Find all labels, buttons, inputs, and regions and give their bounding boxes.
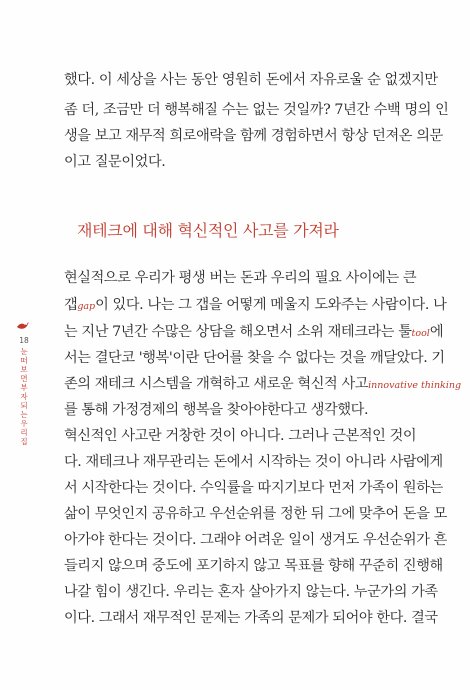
section-heading: 재테크에 대해 혁신적인 사고를 가져라 bbox=[77, 221, 339, 240]
body-line: 현실적으로 우리가 평생 버는 돈과 우리의 필요 사이에는 큰 bbox=[64, 270, 417, 286]
body-line bbox=[64, 322, 444, 344]
body-line bbox=[64, 295, 447, 317]
body-line: 를 통해 가정경제의 행복을 찾아야한다고 생각했다. bbox=[64, 402, 369, 418]
body-text: 갭 bbox=[64, 297, 78, 313]
body-text: 에 bbox=[429, 324, 444, 340]
body-text: 이 있다. 나는 그 갭을 어떻게 메울지 도와주는 사람이다. 나 bbox=[95, 297, 447, 313]
body-line: 생을 보고 재무적 희로애락을 함께 경험하면서 항상 던져온 의문 bbox=[64, 128, 443, 144]
body-line: 좀 더, 조금만 더 행복해질 수는 없는 것일까? 7년간 수백 명의 인 bbox=[64, 102, 449, 118]
english-gloss: gap bbox=[77, 301, 96, 312]
body-line: 했다. 이 세상을 사는 동안 영원히 돈에서 자유로울 순 없겠지만 bbox=[64, 72, 438, 88]
body-line: 삶이 무엇인지 공유하고 우선순위를 정한 뒤 그에 맞추어 돈을 모 bbox=[64, 506, 447, 522]
english-gloss: innovative thinking bbox=[368, 380, 462, 391]
body-text: 존의 재테크 시스템을 개혁하고 새로운 혁신적 사고 bbox=[64, 376, 369, 392]
running-title: 눈 떠 보면 부자 되는 우리 집 bbox=[20, 347, 28, 446]
body-line bbox=[64, 374, 462, 396]
body-line: 다. 재테크나 재무관리는 돈에서 시작하는 것이 아니라 사람에게 bbox=[64, 454, 443, 470]
body-line: 이다. 그래서 재무적인 문제는 가족의 문제가 되어야 한다. 결국 bbox=[64, 610, 438, 626]
bird-icon bbox=[16, 318, 30, 332]
body-line: 나갈 힘이 생긴다. 우리는 혼자 살아가지 않는다. 누군가의 가족 bbox=[64, 584, 438, 600]
body-line: 혁신적인 사고란 거창한 것이 아니다. 그러나 근본적인 것이 bbox=[64, 428, 417, 444]
body-line: 들리지 않으며 중도에 포기하지 않고 목표를 향해 꾸준히 진행해 bbox=[64, 558, 443, 574]
body-line: 아가야 한다는 것이다. 그래야 어려운 일이 생겨도 우선순위가 흔 bbox=[64, 532, 447, 548]
page-number: 18 bbox=[19, 336, 29, 345]
body-line: 서 시작한다는 것이다. 수익률을 따지기보다 먼저 가족이 원하는 bbox=[64, 480, 443, 496]
english-gloss: tool bbox=[411, 328, 430, 339]
body-line: 이고 질문이었다. bbox=[64, 154, 166, 170]
body-line: 서는 결단코 '행복'이란 단어를 찾을 수 없다는 것을 깨달았다. 기 bbox=[64, 350, 445, 366]
margin-running-title bbox=[19, 336, 29, 446]
body-text: 는 지난 7년간 수많은 상담을 해오면서 소위 재테크라는 툴 bbox=[64, 324, 412, 340]
